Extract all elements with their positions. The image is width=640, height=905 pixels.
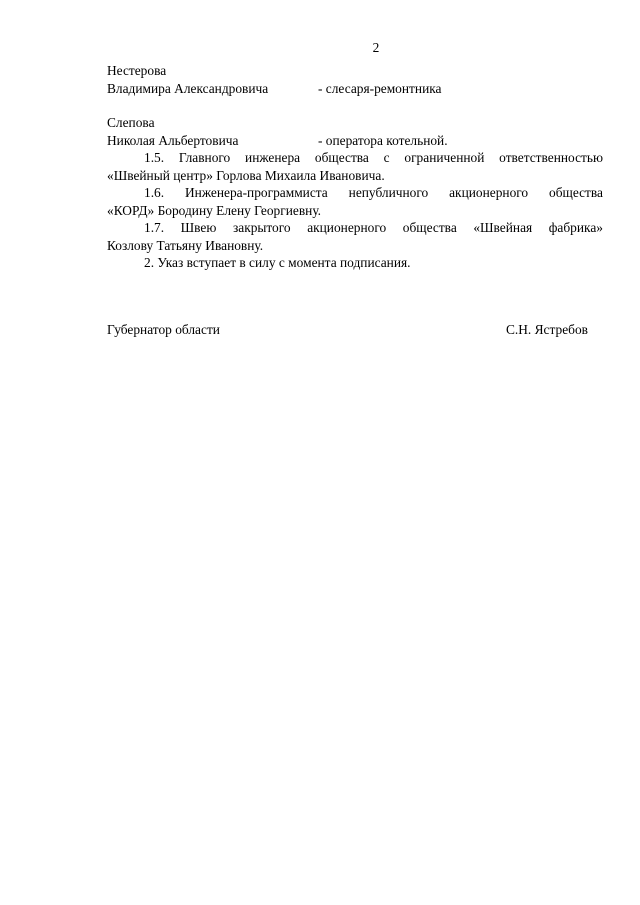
list-item-line: 1.6. Инженера-программиста непубличного акционерного общества	[144, 185, 603, 200]
list-item	[107, 149, 603, 185]
signature-title: Губернатор области	[107, 322, 220, 337]
signature-name: С.Н. Ястребов	[505, 322, 588, 337]
person-name: Владимира Александровича	[107, 81, 269, 96]
clause-text: 2. Указ вступает в силу с момента подписания.	[144, 255, 411, 270]
list-item	[107, 219, 603, 255]
list-item-line: 1.7. Швею закрытого акционерного общества «Швейная фабрика»	[144, 220, 603, 235]
list-item-line: 1.5. Главного инженера общества с ограниченной ответственностью	[144, 150, 603, 165]
list-item-line: «Швейный центр» Горлова Михаила Ивановича.	[107, 168, 385, 183]
person-position: - слесаря-ремонтника	[318, 81, 442, 96]
person-surname: Слепова	[107, 115, 155, 130]
list-item-line: «КОРД» Бородину Елену Георгиевну.	[107, 203, 322, 218]
person-position: - оператора котельной.	[318, 133, 448, 148]
person-name: Николая Альбертовича	[107, 133, 239, 148]
list-item	[107, 184, 603, 220]
page-number: 2	[372, 40, 380, 55]
list-item-line: Козлову Татьяну Ивановну.	[107, 238, 264, 253]
person-surname: Нестерова	[107, 63, 167, 78]
